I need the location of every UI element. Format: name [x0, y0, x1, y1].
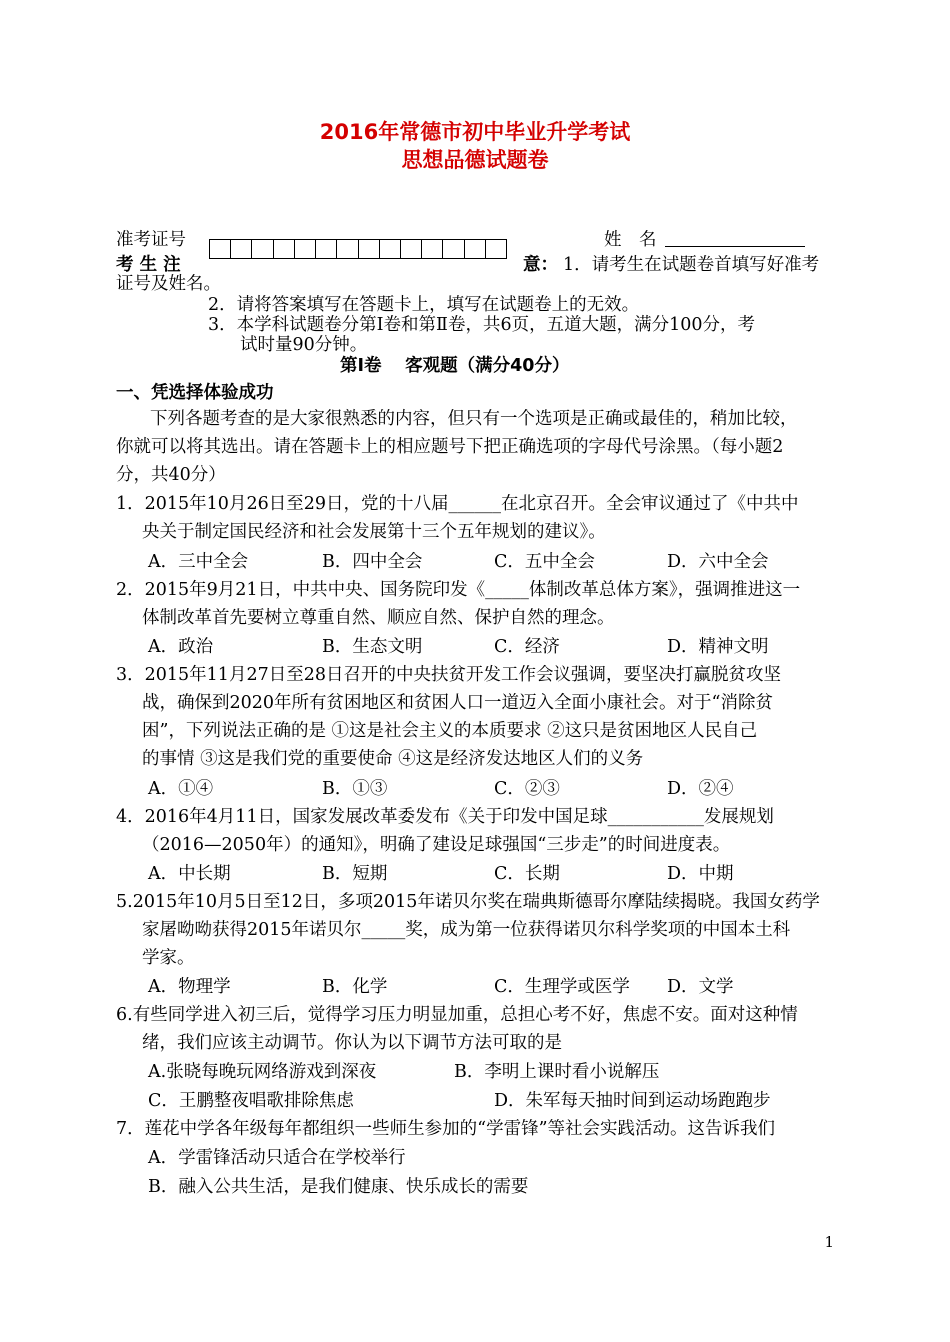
- name-blank: [665, 246, 805, 247]
- question-text: 战，确保到2020年所有贫困地区和贫困人口一道迈入全面小康社会。对于“消除贫: [142, 693, 773, 713]
- question-text: 体制改革首先要树立尊重自然、顺应自然、保护自然的理念。: [142, 608, 615, 628]
- question-text: 困”，下列说法正确的是 ①这是社会主义的本质要求 ②这只是贫困地区人民自己: [142, 721, 758, 741]
- instructions-line-1: 下列各题考查的是大家很熟悉的内容，但只有一个选项是正确或最佳的，稍加比较，: [150, 409, 798, 429]
- page-number: 1: [824, 1233, 834, 1251]
- note-1-cont: 证号及姓名。: [116, 274, 221, 294]
- exam-subtitle: 思想品德试题卷: [401, 148, 549, 172]
- question-text: 7．莲花中学各年级每年都组织一些师生参加的“学雷锋”等社会实践活动。这告诉我们: [116, 1119, 776, 1139]
- notes-label-tail: 意：: [523, 255, 558, 275]
- option: D．文学: [667, 977, 734, 997]
- ticket-number-boxes: [209, 239, 507, 259]
- note-2: 2．请将答案填写在答题卡上，填写在试题卷上的无效。: [208, 295, 640, 315]
- section-title: 一、凭选择体验成功: [116, 383, 274, 403]
- note-3: 3．本学科试题卷分第Ⅰ卷和第Ⅱ卷，共6页，五道大题，满分100分，考: [208, 315, 755, 335]
- option: C．经济: [494, 637, 560, 657]
- question-text: 的事情 ③这是我们党的重要使命 ④这是经济发达地区人们的义务: [142, 749, 644, 769]
- option: A．三中全会: [148, 552, 249, 572]
- question-text: 1．2015年10月26日至29日，党的十八届______在北京召开。全会审议通过了《中共中: [116, 494, 799, 514]
- option: A．物理学: [148, 977, 231, 997]
- option: D．中期: [667, 864, 734, 884]
- question-text: 3．2015年11月27日至28日召开的中央扶贫开发工作会议强调，要坚决打赢脱贫攻坚: [116, 665, 781, 685]
- question-text: 2．2015年9月21日，中共中央、国务院印发《_____体制改革总体方案》，强调推进这一: [116, 580, 801, 600]
- ticket-label: 准考证号: [116, 230, 186, 250]
- question-text: 家屠呦呦获得2015年诺贝尔_____奖，成为第一位获得诺贝尔科学奖项的中国本土科: [142, 920, 791, 940]
- notes-label: 考 生 注: [116, 255, 181, 275]
- note-1: 1．请考生在试题卷首填写好准考: [563, 255, 820, 275]
- option: B．化学: [322, 977, 388, 997]
- option: D．六中全会: [667, 552, 769, 572]
- option: C．长期: [494, 864, 560, 884]
- note-3-cont: 试时量90分钟。: [240, 335, 368, 355]
- question-text: 4．2016年4月11日，国家发展改革委发布《关于印发中国足球___________发展规划: [116, 807, 774, 827]
- part1-heading: 第Ⅰ卷 客观题（满分40分）: [340, 356, 570, 376]
- instructions-line-3: 分，共40分）: [116, 465, 226, 485]
- question-text: （2016—2050年）的通知》，明确了建设足球强国“三步走”的时间进度表。: [142, 835, 731, 855]
- question-text: 6.有些同学进入初三后，觉得学习压力明显加重，总担心考不好，焦虑不安。面对这种情: [116, 1005, 798, 1025]
- option: B．生态文明: [322, 637, 423, 657]
- option: A．①④: [148, 779, 214, 799]
- option: B．融入公共生活，是我们健康、快乐成长的需要: [148, 1177, 529, 1197]
- option: D．精神文明: [667, 637, 769, 657]
- option: A．中长期: [148, 864, 231, 884]
- option: C．王鹏整夜唱歌排除焦虑: [148, 1091, 354, 1111]
- option: B．四中全会: [322, 552, 423, 572]
- option: C．②③: [494, 779, 560, 799]
- question-text: 5.2015年10月5日至12日，多项2015年诺贝尔奖在瑞典斯德哥尔摩陆续揭晓。我国女药学: [116, 892, 820, 912]
- option: D．②④: [667, 779, 734, 799]
- option: B．短期: [322, 864, 388, 884]
- option: B．①③: [322, 779, 388, 799]
- instructions-line-2: 你就可以将其选出。请在答题卡上的相应题号下把正确选项的字母代号涂黑。（每小题2: [116, 437, 784, 457]
- question-text: 央关于制定国民经济和社会发展第十三个五年规划的建议》。: [142, 522, 606, 542]
- question-text: 绪，我们应该主动调节。你认为以下调节方法可取的是: [142, 1033, 562, 1053]
- option: B．李明上课时看小说解压: [454, 1062, 660, 1082]
- option: A．学雷锋活动只适合在学校举行: [148, 1148, 406, 1168]
- option: C．生理学或医学: [494, 977, 630, 997]
- option: D．朱军每天抽时间到运动场跑跑步: [494, 1091, 771, 1111]
- exam-title: 2016年常德市初中毕业升学考试: [319, 120, 631, 144]
- question-text: 学家。: [142, 948, 195, 968]
- name-label: 姓 名: [604, 230, 657, 250]
- option: A.张晓每晚玩网络游戏到深夜: [148, 1062, 377, 1082]
- option: A．政治: [148, 637, 214, 657]
- option: C．五中全会: [494, 552, 595, 572]
